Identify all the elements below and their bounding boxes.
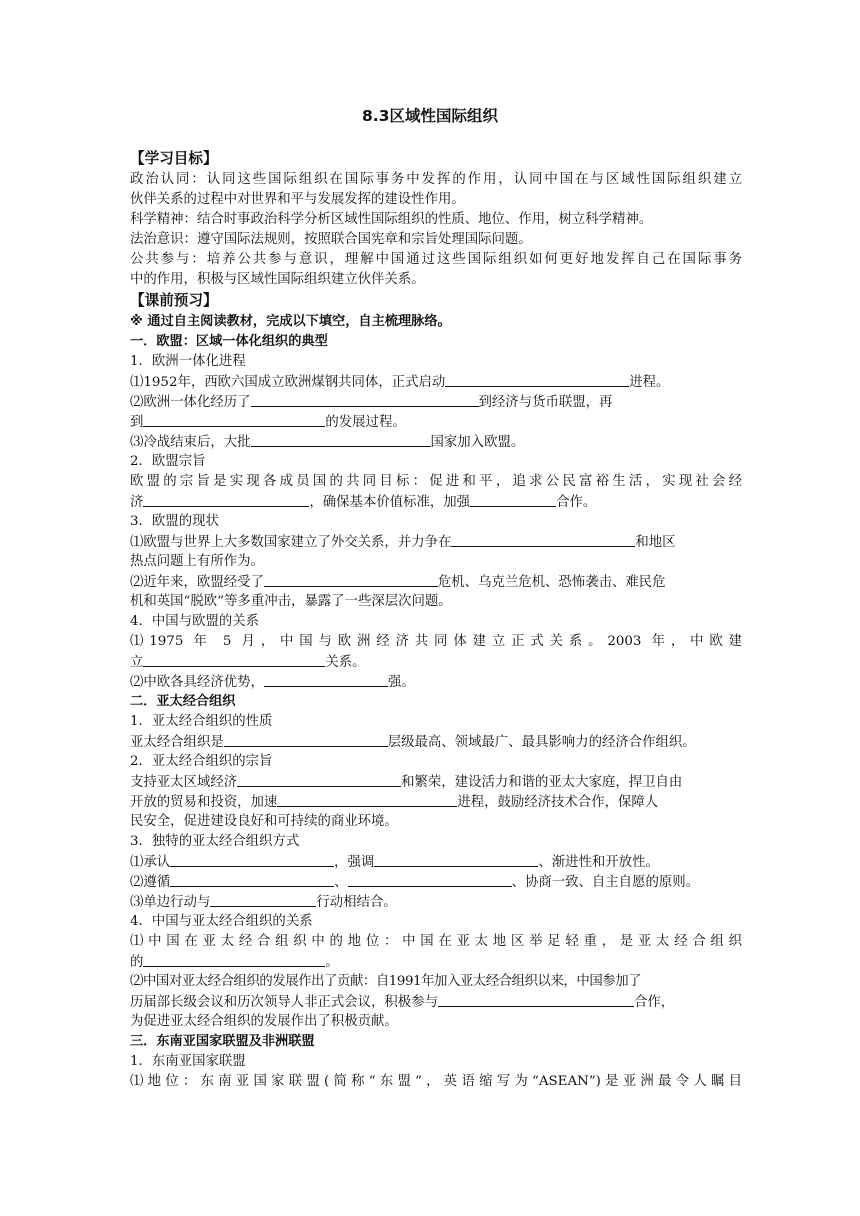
blank-field[interactable] xyxy=(264,672,388,687)
apec-line-6: ⑵遵循 、 、协商一致、自主自愿的原则。 xyxy=(130,872,742,892)
goal-public-cont: 中的作用，积极与区域性国际组织建立伙伴关系。 xyxy=(130,272,425,287)
eu-line-7: 热点问题上有所作为。 xyxy=(130,554,264,569)
apec-subheading-1: 1．亚太经合组织的性质 xyxy=(130,714,273,729)
apec-line-11: 历届部长级会议和历次领导人非正式会议，积极参与 合作， xyxy=(130,992,742,1012)
asean-heading: 三．东南亚国家联盟及非洲联盟 xyxy=(130,1034,315,1049)
eu-line-3: ⑶冷战结束后，大批 国家加入欧盟。 xyxy=(130,432,742,452)
blank-field[interactable] xyxy=(470,492,556,507)
blank-field[interactable] xyxy=(451,532,635,547)
apec-line-5: ⑴承认 ，强调 、渐进性和开放性。 xyxy=(130,852,742,872)
blank-field[interactable] xyxy=(170,872,334,887)
goal-public: 公共参与：培养公共参与意识，理解中国通过这些国际组织如何更好地发挥自己在国际事务 xyxy=(130,252,742,267)
eu-line-10: ⑴1975 年 5 月，中国与欧洲经济共同体建立正式关系。2003 年，中欧建 xyxy=(130,634,742,649)
apec-subheading-3: 3．独特的亚太经合组织方式 xyxy=(130,834,300,849)
eu-line-1: ⑴1952年，西欧六国成立欧洲煤钢共同体，正式启动 进程。 xyxy=(130,372,742,392)
eu-subheading-1: 1．欧洲一体化进程 xyxy=(130,354,246,369)
blank-field[interactable] xyxy=(143,652,325,667)
blank-field[interactable] xyxy=(264,572,438,587)
apec-line-9: 的 。 xyxy=(130,952,742,972)
document-body xyxy=(130,148,742,1092)
blank-field[interactable] xyxy=(143,412,325,427)
eu-line-2: ⑵欧洲一体化经历了 到经济与货币联盟，再 xyxy=(130,392,742,412)
blank-field[interactable] xyxy=(348,872,512,887)
apec-subheading-4: 4．中国与亚太经合组织的关系 xyxy=(130,914,313,929)
eu-line-5: 济 ，确保基本价值标准，加强 合作。 xyxy=(130,492,742,512)
asean-line-1: ⑴地位：东南亚国家联盟(简称“东盟”，英语缩写为“ASEAN”)是亚洲最令人瞩目 xyxy=(130,1074,742,1089)
apec-line-10: ⑵中国对亚太经合组织的发展作出了贡献：自1991年加入亚太经合组织以来，中国参加了 xyxy=(130,974,642,989)
blank-field[interactable] xyxy=(438,992,634,1007)
blank-field[interactable] xyxy=(237,772,401,787)
eu-line-8: ⑵近年来，欧盟经受了 危机、乌克兰危机、恐怖袭击、难民危 xyxy=(130,572,742,592)
apec-line-8: ⑴中国在亚太经合组织中的地位：中国在亚太地区举足轻重，是亚太经合组织 xyxy=(130,934,742,949)
goal-political-cont: 伙伴关系的过程中对世界和平与发展发挥的建设性作用。 xyxy=(130,192,465,207)
preview-header: 【课前预习】 xyxy=(130,292,218,309)
eu-heading: 一．欧盟：区域一体化组织的典型 xyxy=(130,334,328,349)
apec-line-7: ⑶单边行动与 行动相结合。 xyxy=(130,892,742,912)
blank-field[interactable] xyxy=(170,852,334,867)
blank-field[interactable] xyxy=(210,892,316,907)
apec-line-1: 亚太经合组织是 层级最高、领域最广、最具影响力的经济合作组织。 xyxy=(130,732,742,752)
eu-line-6: ⑴欧盟与世界上大多数国家建立了外交关系，并力争在 和地区 xyxy=(130,532,742,552)
blank-field[interactable] xyxy=(143,952,325,967)
blank-field[interactable] xyxy=(277,792,457,807)
blank-field[interactable] xyxy=(374,852,538,867)
eu-line-2-cont: 到 的发展过程。 xyxy=(130,412,742,432)
blank-field[interactable] xyxy=(251,432,431,447)
goal-law: 法治意识：遵守国际法规则，按照联合国宪章和宗旨处理国际问题。 xyxy=(130,232,532,247)
eu-subheading-3: 3．欧盟的现状 xyxy=(130,514,219,529)
goal-science: 科学精神：结合时事政治科学分析区域性国际组织的性质、地位、作用，树立科学精神。 xyxy=(130,212,653,227)
apec-heading: 二．亚太经合组织 xyxy=(130,694,236,709)
blank-field[interactable] xyxy=(143,492,309,507)
page-title: 8.3区域性国际组织 xyxy=(362,107,498,125)
eu-line-4: 欧盟的宗旨是实现各成员国的共同目标：促进和平，追求公民富裕生活，实现社会经 xyxy=(130,474,742,489)
apec-line-3: 开放的贸易和投资，加速 进程，鼓励经济技术合作，保障人 xyxy=(130,792,742,812)
apec-line-12: 为促进亚太经合组织的发展作出了积极贡献。 xyxy=(130,1014,398,1029)
asean-subheading-1: 1．东南亚国家联盟 xyxy=(130,1054,246,1069)
blank-field[interactable] xyxy=(445,372,629,387)
apec-line-2: 支持亚太区域经济 和繁荣，建设活力和谐的亚太大家庭，捍卫自由 xyxy=(130,772,742,792)
instruction: ※ 通过自主阅读教材，完成以下填空，自主梳理脉络。 xyxy=(130,314,451,329)
eu-subheading-2: 2．欧盟宗旨 xyxy=(130,454,206,469)
eu-line-12: ⑵中欧各具经济优势， 强。 xyxy=(130,672,742,692)
eu-line-9: 机和英国“脱欧”等多重冲击，暴露了一些深层次问题。 xyxy=(130,594,452,609)
apec-subheading-2: 2．亚太经合组织的宗旨 xyxy=(130,754,273,769)
blank-field[interactable] xyxy=(224,732,388,747)
apec-line-4: 民安全，促进建设良好和可持续的商业环境。 xyxy=(130,814,398,829)
blank-field[interactable] xyxy=(251,392,479,407)
goal-political: 政治认同：认同这些国际组织在国际事务中发挥的作用，认同中国在与区域性国际组织建立 xyxy=(130,172,742,187)
eu-line-11: 立 关系。 xyxy=(130,652,742,672)
eu-subheading-4: 4．中国与欧盟的关系 xyxy=(130,614,260,629)
goals-header: 【学习目标】 xyxy=(130,150,218,167)
